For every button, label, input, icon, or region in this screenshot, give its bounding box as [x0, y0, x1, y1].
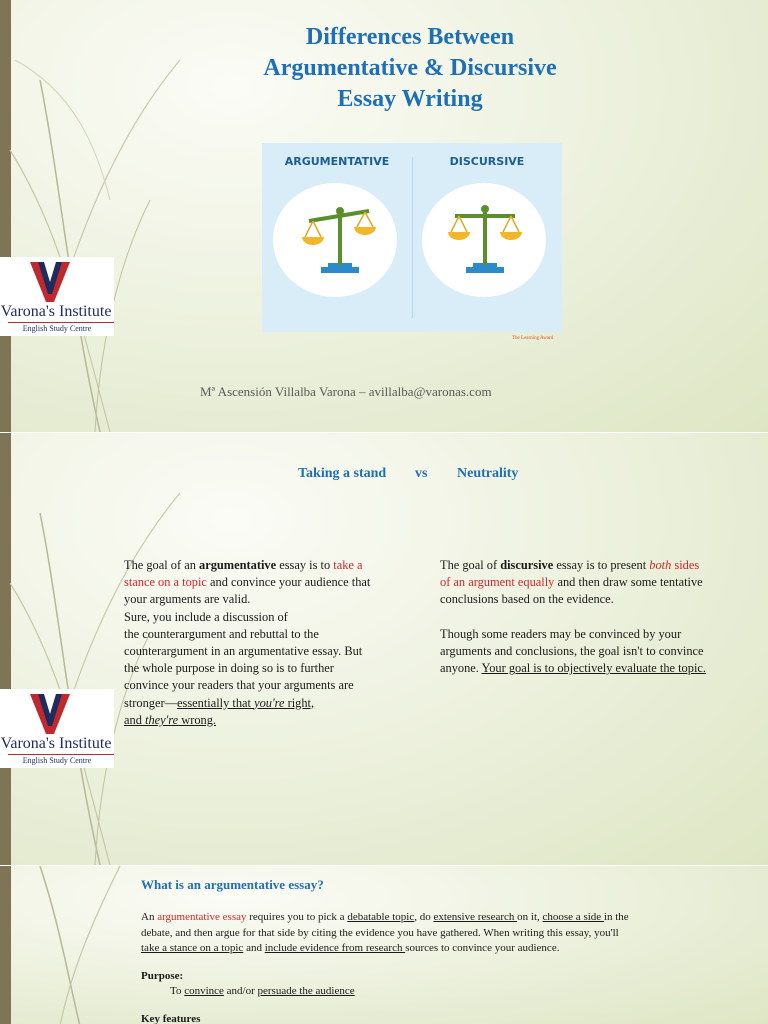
- logo-name: Varona's Institute: [0, 303, 112, 320]
- slide-comparison: [0, 433, 768, 865]
- discursive-label: DISCURSIVE: [449, 155, 525, 168]
- logo-v-mark-icon: [28, 260, 72, 304]
- logo-v-mark-icon: [28, 692, 72, 736]
- key-features-label: Key features: [141, 1012, 201, 1024]
- logo-divider: [8, 754, 114, 755]
- logo-name: Varona's Institute: [0, 735, 112, 752]
- heading-vs: vs: [415, 466, 428, 481]
- title-line-3: Essay Writing: [337, 86, 483, 112]
- balanced-scale-circle: [422, 183, 546, 297]
- title-line-2: Argumentative & Discursive: [263, 55, 557, 81]
- argumentative-column: The goal of an argumentative essay is to take a stance on a topic and convince your audience that your arguments are valid. Sure, you include a discussion of the counterargument and rebuttal to the counterargument in an argumentative essay. But the whole purpose in doing so is to further convince your readers that your arguments are stronger—essentially that you're right, and they're wrong.: [124, 558, 371, 727]
- author-line: Mª Ascensión Villalba Varona – avillalba@varonas.com: [200, 384, 492, 399]
- unbalanced-scale-icon: [273, 183, 397, 297]
- decorative-swirls: [0, 0, 200, 432]
- logo-subtitle: English Study Centre: [22, 324, 92, 333]
- title-line-1: Differences Between: [305, 24, 515, 50]
- logo-subtitle: English Study Centre: [22, 756, 92, 765]
- unbalanced-scale-circle: [273, 183, 397, 297]
- slide-title: [0, 0, 768, 432]
- page-title: [200, 22, 620, 115]
- argumentative-essay-heading: What is an argumentative essay?: [141, 877, 324, 892]
- discursive-column: The goal of discursive essay is to present both sides of an argument equally and then draw some tentative conclusions based on the evidence. Though some readers may be convinced by your arguments and conclusions, the goal isn't to convince anyone. Your goal is to objectively evaluate the topic.: [440, 558, 706, 676]
- comparison-image: [262, 143, 562, 332]
- logo-divider: [8, 322, 114, 323]
- heading-neutrality: Neutrality: [457, 466, 519, 481]
- image-divider: [412, 157, 413, 318]
- argumentative-label: ARGUMENTATIVE: [284, 155, 390, 168]
- definition-body: An argumentative essay requires you to pick a debatable topic, do extensive research on it, choose a side in the debate, and then argue for that side by citing the evidence you have gathered. When writing this essay, you'll take a stance on a topic and include evidence from research sources to convince your audience. Purpose: To convince and/or persuade the audience Key features: [141, 910, 629, 1024]
- institute-logo: [0, 257, 114, 336]
- purpose-label: Purpose:: [141, 969, 184, 982]
- heading-taking-a-stand: Taking a stand: [298, 466, 387, 481]
- balanced-scale-icon: [422, 183, 546, 297]
- institute-logo: [0, 689, 114, 768]
- slide-definition: [0, 866, 768, 1024]
- image-credit[interactable]: The Learning Award: [512, 336, 554, 341]
